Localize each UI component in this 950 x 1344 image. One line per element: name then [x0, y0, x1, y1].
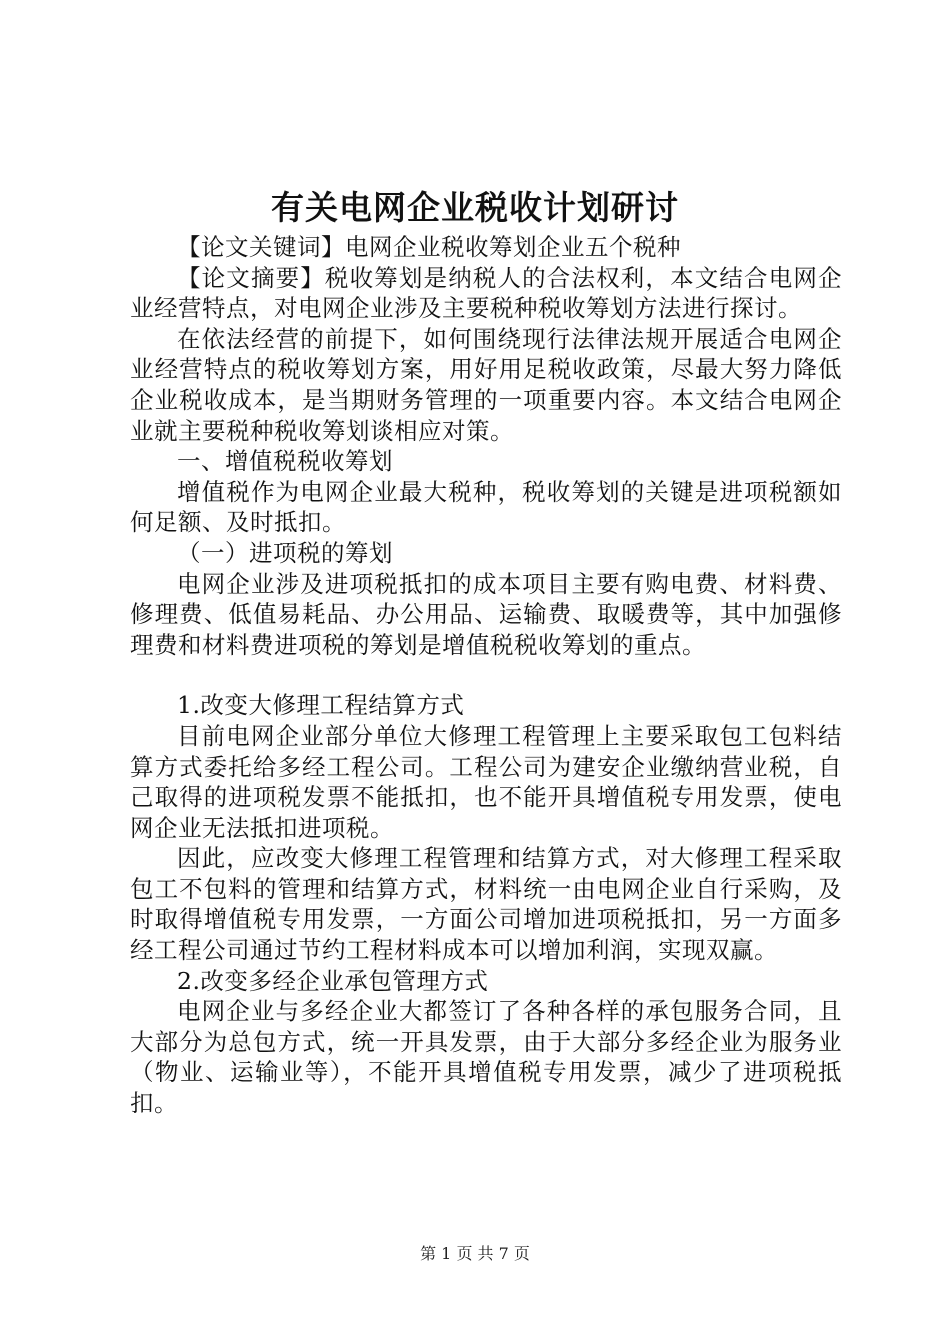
item-heading-1: 1.改变大修理工程结算方式 [177, 691, 465, 720]
document-body [130, 232, 842, 1119]
body-paragraph: 目前电网企业部分单位大修理工程管理上主要采取包工包料结算方式委托给多经工程公司。工程公司为建安企业缴纳营业税，自己取得的进项税发票不能抵扣，也不能开具增值税专用发票，使电网企业无法抵扣进项税。 [130, 721, 842, 842]
abstract-paragraph: 【论文摘要】税收筹划是纳税人的合法权利，本文结合电网企业经营特点，对电网企业涉及主要税种税收筹划方法进行探讨。 [130, 263, 842, 323]
body-paragraph: 因此，应改变大修理工程管理和结算方式，对大修理工程采取包工不包料的管理和结算方式，材料统一由电网企业自行采购，及时取得增值税专用发票，一方面公司增加进项税抵扣，另一方面多经工程公司通过节约工程材料成本可以增加利润，实现双赢。 [130, 844, 842, 965]
section-heading-vat: 一、增值税税收筹划 [177, 447, 393, 476]
body-paragraph: 电网企业与多经企业大都签订了各种各样的承包服务合同，且大部分为总包方式，统一开具发票，由于大部分多经企业为服务业（物业、运输业等），不能开具增值税专用发票，减少了进项税抵扣。 [130, 997, 842, 1118]
keywords-paragraph: 【论文关键词】电网企业税收筹划企业五个税种 [177, 233, 681, 261]
subsection-heading-input-tax: （一）进项税的筹划 [177, 538, 393, 567]
item-heading-2: 2.改变多经企业承包管理方式 [177, 966, 489, 995]
document-title: 有关电网企业税收计划研讨 [271, 188, 679, 227]
body-paragraph: 电网企业涉及进项税抵扣的成本项目主要有购电费、材料费、修理费、低值易耗品、办公用品、运输费、取暖费等，其中加强修理费和材料费进项税的筹划是增值税税收筹划的重点。 [130, 569, 842, 659]
intro-paragraph: 在依法经营的前提下，如何围绕现行法律法规开展适合电网企业经营特点的税收筹划方案，用好用足税收政策，尽最大努力降低企业税收成本，是当期财务管理的一项重要内容。本文结合电网企业就主要税种税收筹划谈相应对策。 [130, 324, 842, 445]
page-number-footer: 第 1 页 共 7 页 [420, 1244, 530, 1263]
body-paragraph: 增值税作为电网企业最大税种，税收筹划的关键是进项税额如何足额、及时抵扣。 [130, 477, 842, 537]
